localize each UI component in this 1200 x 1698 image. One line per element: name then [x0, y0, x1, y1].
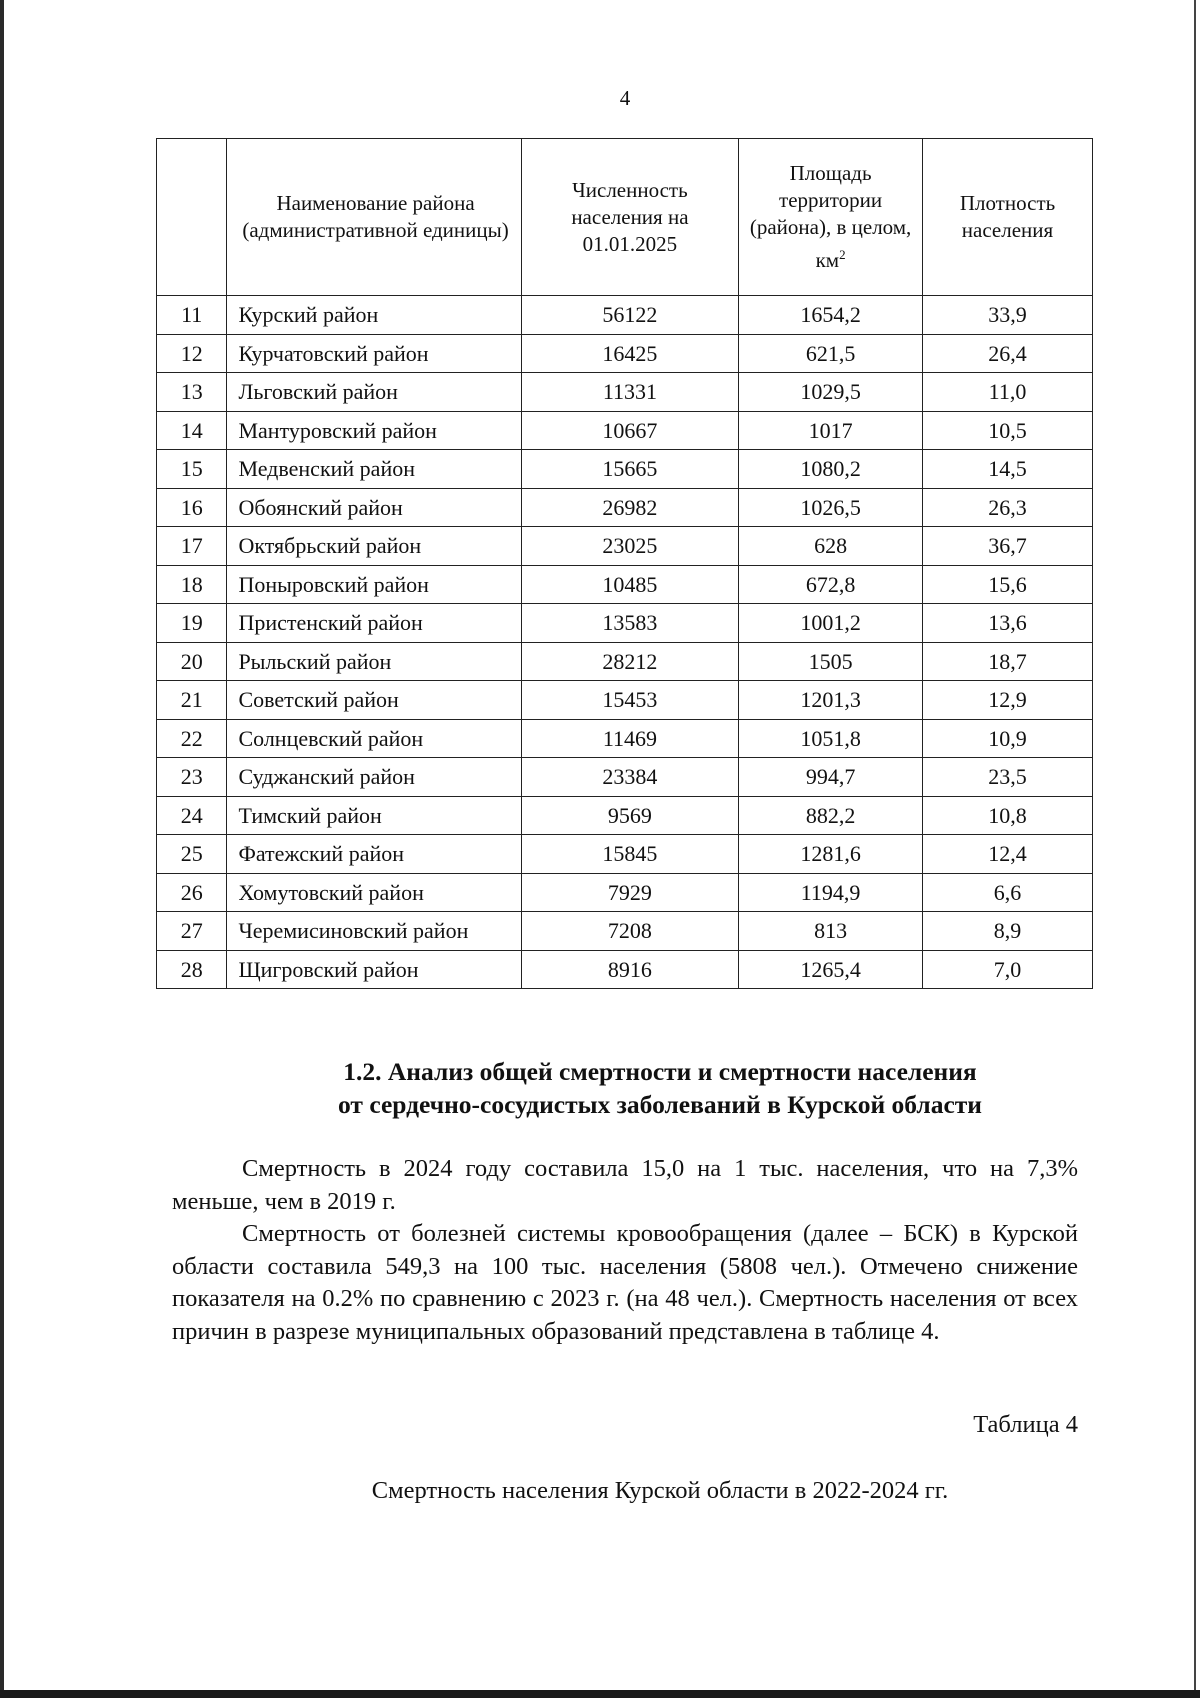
density-cell: 12,4: [923, 835, 1093, 874]
area-cell: 1654,2: [739, 296, 923, 335]
section-title-line-1: 1.2. Анализ общей смертности и смертности населения: [343, 1057, 977, 1086]
district-name-cell: Щигровский район: [227, 950, 521, 989]
row-number-cell: 21: [157, 681, 227, 720]
row-number-cell: 15: [157, 450, 227, 489]
area-cell: 994,7: [739, 758, 923, 797]
district-name-cell: Медвенский район: [227, 450, 521, 489]
table-row: [157, 758, 1093, 797]
population-cell: 13583: [521, 604, 738, 643]
population-cell: 10667: [521, 411, 738, 450]
density-cell: 15,6: [923, 565, 1093, 604]
header-district-name: Наименование района (административной единицы): [227, 139, 521, 296]
table-row: [157, 296, 1093, 335]
population-cell: 16425: [521, 334, 738, 373]
density-cell: 8,9: [923, 912, 1093, 951]
district-name-cell: Суджанский район: [227, 758, 521, 797]
population-cell: 8916: [521, 950, 738, 989]
page-number: 4: [619, 86, 631, 110]
row-number-cell: 16: [157, 488, 227, 527]
area-cell: 1265,4: [739, 950, 923, 989]
district-name-cell: Советский район: [227, 681, 521, 720]
district-name-cell: Курчатовский район: [227, 334, 521, 373]
district-name-cell: Обоянский район: [227, 488, 521, 527]
table-row: [157, 950, 1093, 989]
table-row: [157, 912, 1093, 951]
paragraph-mortality: Смертность в 2024 году составила 15,0 на 1 тыс. населения, что на 7,3% меньше, чем в 2019 г.: [172, 1155, 1078, 1215]
area-cell: 1505: [739, 642, 923, 681]
population-cell: 15845: [521, 835, 738, 874]
area-cell: 628: [739, 527, 923, 566]
density-cell: 10,5: [923, 411, 1093, 450]
district-name-cell: Тимский район: [227, 796, 521, 835]
population-cell: 7208: [521, 912, 738, 951]
table-row: [157, 604, 1093, 643]
row-number-cell: 23: [157, 758, 227, 797]
table-label: Таблица 4: [973, 1411, 1078, 1438]
district-name-cell: Фатежский район: [227, 835, 521, 874]
row-number-cell: 11: [157, 296, 227, 335]
population-cell: 23025: [521, 527, 738, 566]
section-title-line-2: от сердечно-сосудистых заболеваний в Курской области: [338, 1090, 982, 1119]
row-number-cell: 12: [157, 334, 227, 373]
row-number-cell: 25: [157, 835, 227, 874]
area-cell: 1281,6: [739, 835, 923, 874]
density-cell: 26,4: [923, 334, 1093, 373]
area-cell: 1080,2: [739, 450, 923, 489]
area-cell: 1051,8: [739, 719, 923, 758]
population-cell: 9569: [521, 796, 738, 835]
area-cell: 1026,5: [739, 488, 923, 527]
population-cell: 15453: [521, 681, 738, 720]
row-number-cell: 19: [157, 604, 227, 643]
table-row: [157, 488, 1093, 527]
table-row: [157, 334, 1093, 373]
population-cell: 23384: [521, 758, 738, 797]
density-cell: 36,7: [923, 527, 1093, 566]
district-name-cell: Поныровский район: [227, 565, 521, 604]
density-cell: 12,9: [923, 681, 1093, 720]
row-number-cell: 27: [157, 912, 227, 951]
density-cell: 33,9: [923, 296, 1093, 335]
table-row: [157, 450, 1093, 489]
row-number-cell: 14: [157, 411, 227, 450]
row-number-cell: 24: [157, 796, 227, 835]
table-row: [157, 527, 1093, 566]
density-cell: 14,5: [923, 450, 1093, 489]
district-name-cell: Солнцевский район: [227, 719, 521, 758]
area-cell: 1194,9: [739, 873, 923, 912]
area-cell: 1029,5: [739, 373, 923, 412]
scan-edge-left: [0, 0, 4, 1698]
area-cell: 1001,2: [739, 604, 923, 643]
header-area-text: Площадь территории (района), в целом, км: [749, 161, 912, 272]
population-cell: 11469: [521, 719, 738, 758]
area-cell: 621,5: [739, 334, 923, 373]
density-cell: 6,6: [923, 873, 1093, 912]
header-area-superscript: 2: [839, 247, 846, 262]
table-header-row: [157, 139, 1093, 296]
scan-edge-right: [1194, 0, 1196, 1698]
paragraph-bsk-mortality: Смертность от болезней системы кровообращения (далее – БСК) в Курской области составила 549,3 на 100 тыс. населения (5808 чел.). Отмечено снижение показателя на 0.2% по сравнению с 2023 г. (на 48 чел.). Смертность населения от всех причин в разрезе муниципальных образований представлена в таблице 4.: [172, 1220, 1078, 1345]
header-density: Плотность населения: [923, 139, 1093, 296]
table-caption: Смертность населения Курской области в 2022-2024 гг.: [371, 1477, 949, 1504]
district-name-cell: Черемисиновский район: [227, 912, 521, 951]
scan-edge-bottom: [0, 1690, 1200, 1698]
row-number-cell: 26: [157, 873, 227, 912]
area-cell: 882,2: [739, 796, 923, 835]
population-cell: 56122: [521, 296, 738, 335]
population-cell: 10485: [521, 565, 738, 604]
density-cell: 13,6: [923, 604, 1093, 643]
area-cell: 1201,3: [739, 681, 923, 720]
area-cell: 672,8: [739, 565, 923, 604]
density-cell: 10,9: [923, 719, 1093, 758]
row-number-cell: 13: [157, 373, 227, 412]
density-cell: 10,8: [923, 796, 1093, 835]
population-cell: 28212: [521, 642, 738, 681]
header-population: Численность населения на 01.01.2025: [521, 139, 738, 296]
table-row: [157, 373, 1093, 412]
district-name-cell: Пристенский район: [227, 604, 521, 643]
district-name-cell: Хомутовский район: [227, 873, 521, 912]
district-name-cell: Курский район: [227, 296, 521, 335]
area-cell: 1017: [739, 411, 923, 450]
district-name-cell: Мантуровский район: [227, 411, 521, 450]
table-row: [157, 681, 1093, 720]
row-number-cell: 17: [157, 527, 227, 566]
row-number-cell: 28: [157, 950, 227, 989]
population-cell: 15665: [521, 450, 738, 489]
population-cell: 26982: [521, 488, 738, 527]
table-row: [157, 719, 1093, 758]
table-body: [157, 296, 1093, 989]
population-cell: 7929: [521, 873, 738, 912]
density-cell: 11,0: [923, 373, 1093, 412]
districts-table: [156, 138, 1093, 989]
district-name-cell: Октябрьский район: [227, 527, 521, 566]
table-row: [157, 642, 1093, 681]
density-cell: 26,3: [923, 488, 1093, 527]
section-title: [200, 1055, 1120, 1121]
table-row: [157, 411, 1093, 450]
row-number-cell: 18: [157, 565, 227, 604]
row-number-cell: 20: [157, 642, 227, 681]
row-number-cell: 22: [157, 719, 227, 758]
density-cell: 23,5: [923, 758, 1093, 797]
density-cell: 7,0: [923, 950, 1093, 989]
population-cell: 11331: [521, 373, 738, 412]
district-name-cell: Льговский район: [227, 373, 521, 412]
density-cell: 18,7: [923, 642, 1093, 681]
area-cell: 813: [739, 912, 923, 951]
table-row: [157, 565, 1093, 604]
table-row: [157, 873, 1093, 912]
header-number: [157, 139, 227, 296]
district-name-cell: Рыльский район: [227, 642, 521, 681]
header-area: [739, 139, 923, 296]
table-row: [157, 835, 1093, 874]
table-row: [157, 796, 1093, 835]
